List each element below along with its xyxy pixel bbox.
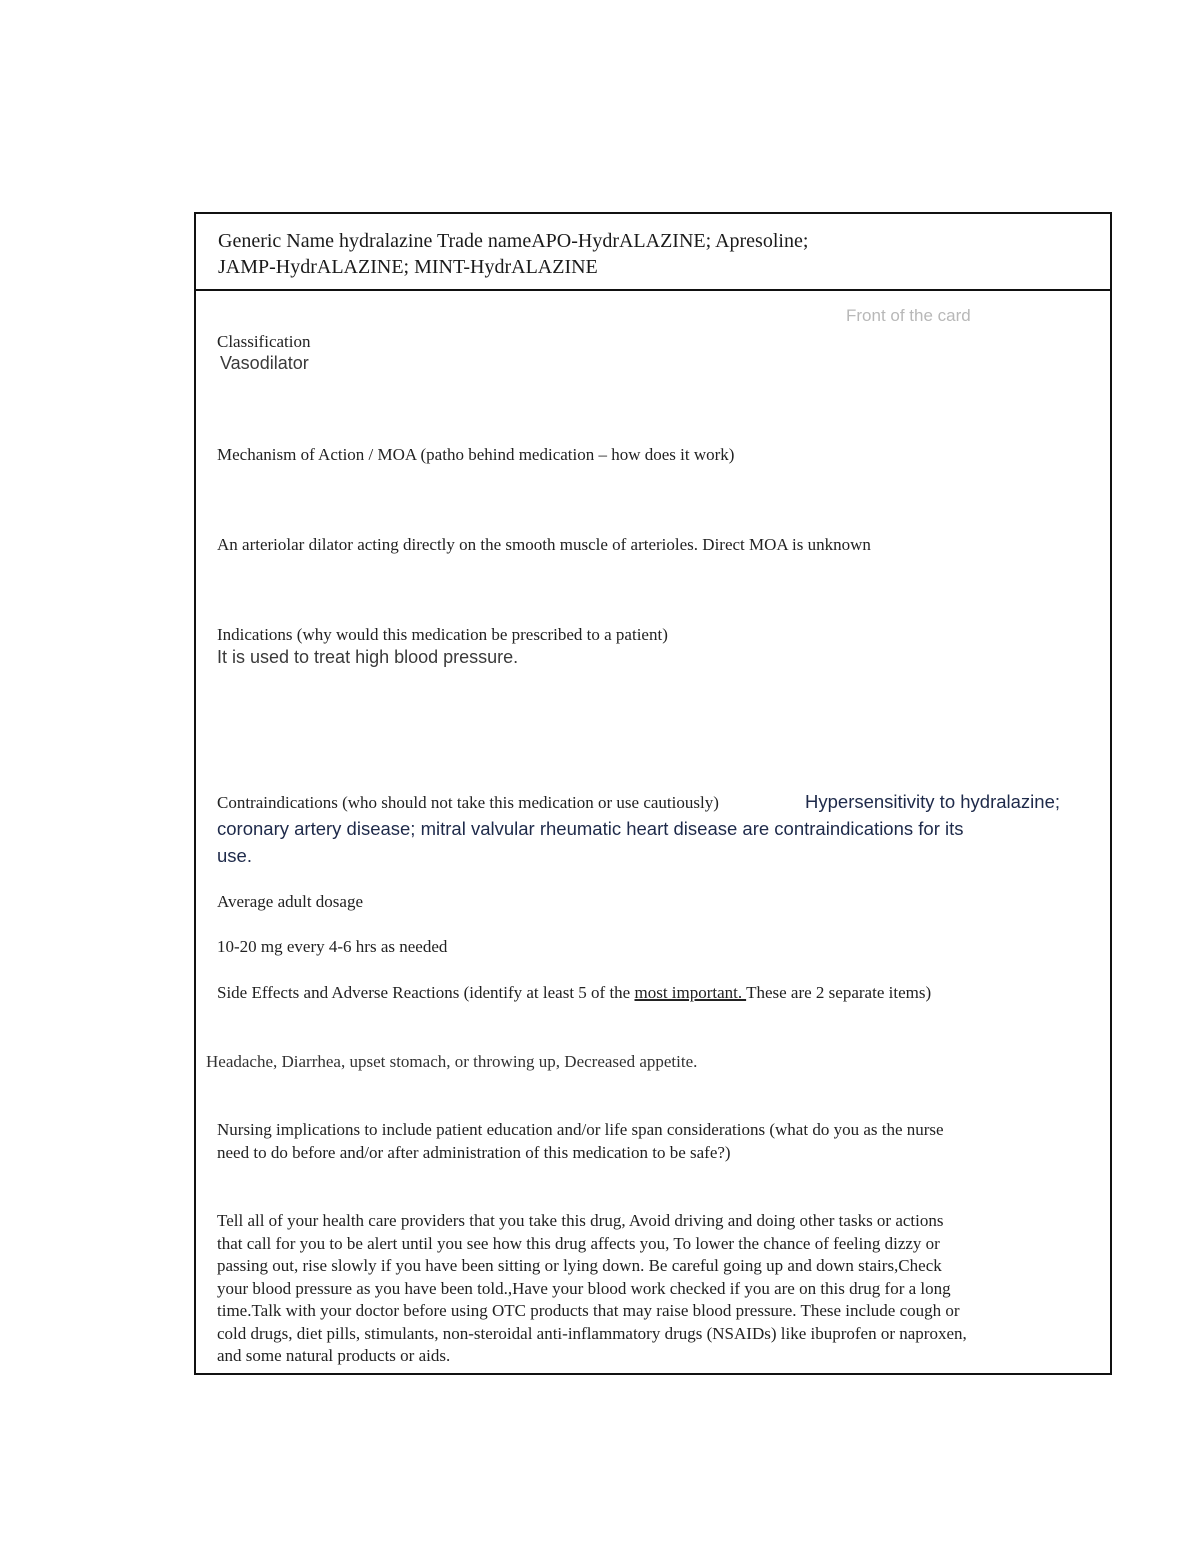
contraindications-label: Contraindications (who should not take this medication or use cautiously) — [217, 793, 719, 812]
side-effects-label-underlined: most important. — [634, 983, 747, 1002]
drug-names-line-1: Generic Name hydralazine Trade nameAPO-HydrALAZINE; Apresoline; — [218, 230, 809, 252]
nursing-line: Tell all of your health care providers that you take this drug, Avoid driving and doing other tasks or actions — [217, 1211, 944, 1230]
nursing-label — [217, 1119, 944, 1164]
contraindications-value-line-2: coronary artery disease; mitral valvular rheumatic heart disease are contraindications for its — [217, 818, 964, 839]
side-effects-label-start: Side Effects and Adverse Reactions (identify at least 5 of the — [217, 983, 635, 1002]
classification-label: Classification — [217, 332, 311, 351]
dosage-label: Average adult dosage — [217, 892, 364, 911]
moa-label: Mechanism of Action / MOA (patho behind medication – how does it work) — [217, 445, 735, 464]
nursing-label-line-2: need to do before and/or after administration of this medication to be safe?) — [217, 1142, 731, 1162]
contraindications-value-line-3: use. — [217, 845, 252, 866]
side-effects-label — [217, 983, 931, 1003]
front-of-card-label: Front of the card — [846, 306, 971, 325]
side-effects-value: Headache, Diarrhea, upset stomach, or throwing up, Decreased appetite. — [206, 1052, 698, 1071]
classification-value: Vasodilator — [220, 353, 309, 373]
nursing-line: your blood pressure as you have been told.,Have your blood work checked if you are on this drug for a long — [217, 1278, 951, 1298]
card-header — [196, 214, 1110, 291]
contraindications-value-line-1: Hypersensitivity to hydralazine; — [805, 791, 1060, 812]
moa-value: An arteriolar dilator acting directly on the smooth muscle of arterioles. Direct MOA is unknown — [217, 535, 871, 554]
nursing-label-line-1: Nursing implications to include patient education and/or life span considerations (what do you as the nurse — [217, 1120, 944, 1139]
nursing-line: that call for you to be alert until you see how this drug affects you, To lower the chance of feeling dizzy or — [217, 1233, 940, 1253]
nursing-line: time.Talk with your doctor before using OTC products that may raise blood pressure. These include cough or — [217, 1301, 960, 1320]
drug-names-line-2: JAMP-HydrALAZINE; MINT-HydrALAZINE — [218, 256, 598, 278]
dosage-value: 10-20 mg every 4-6 hrs as needed — [217, 937, 448, 956]
indications-label: Indications (why would this medication be prescribed to a patient) — [217, 625, 668, 644]
nursing-line: cold drugs, diet pills, stimulants, non-steroidal anti-inflammatory drugs (NSAIDs) like ibuprofen or naproxen, — [217, 1323, 967, 1343]
nursing-value — [217, 1210, 967, 1368]
nursing-line: passing out, rise slowly if you have been sitting or lying down. Be careful going up and down stairs,Check — [217, 1256, 942, 1275]
nursing-line: and some natural products or aids. — [217, 1346, 451, 1365]
drug-names — [218, 228, 808, 280]
side-effects-label-end: These are 2 separate items) — [746, 983, 932, 1002]
indications-value: It is used to treat high blood pressure. — [217, 647, 519, 667]
drug-card — [194, 212, 1112, 1375]
